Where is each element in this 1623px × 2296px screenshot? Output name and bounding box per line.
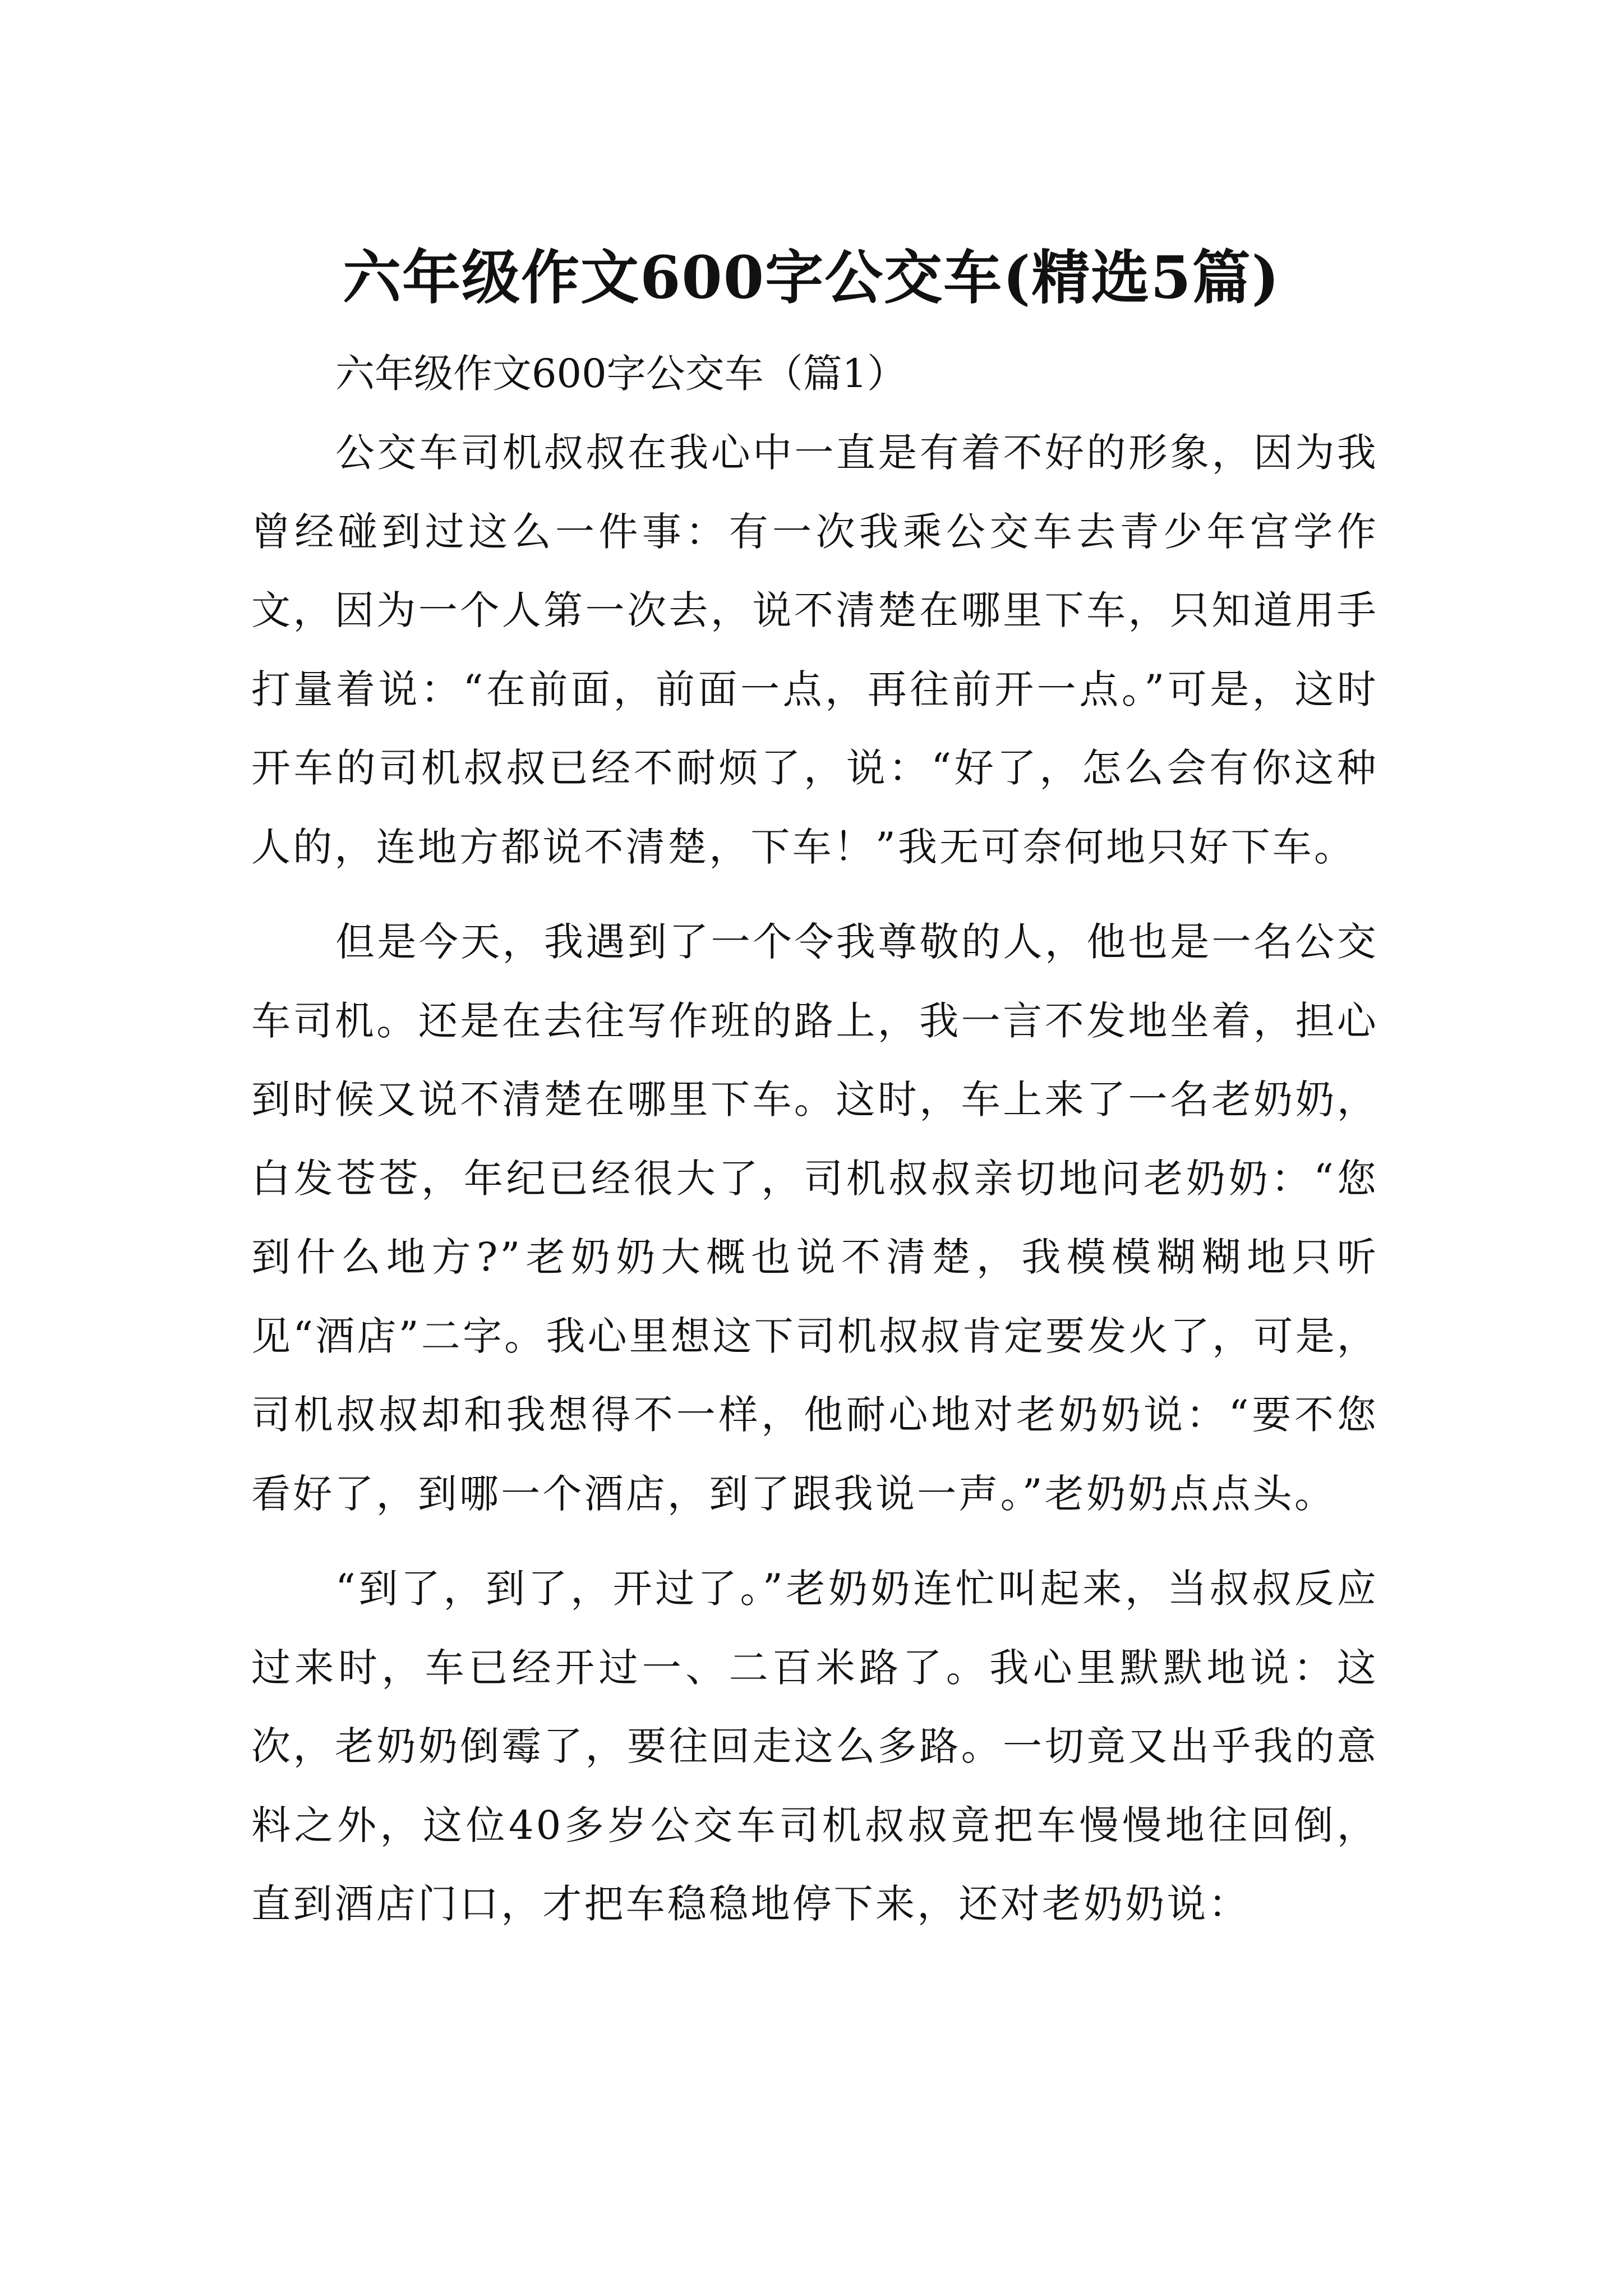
section-heading: 六年级作文600字公交车（篇1） <box>335 351 907 397</box>
paragraph: 公交车司机叔叔在我心中一直是有着不好的形象，因为我曾经碰到过这么一件事：有一次我乘公交车去青少年宫学作文，因为一个人第一次去，说不清楚在哪里下车，只知道用手打量着说：“在前面，前面一点，再往前开一点。”可是，这时开车的司机叔叔已经不耐烦了，说：“好了，怎么会有你这种人的，连地方都说不清楚，下车！”我无可奈何地只好下车。 <box>251 430 1378 870</box>
document-body <box>251 334 1378 1960</box>
paragraph: “到了，到了，开过了。”老奶奶连忙叫起来，当叔叔反应过来时，车已经开过一、二百米路了。我心里默默地说：这次，老奶奶倒霉了，要往回走这么多路。一切竟又出乎我的意料之外，这位40多岁公交车司机叔叔竟把车慢慢地往回倒，直到酒店门口，才把车稳稳地停下来，还对老奶奶说： <box>251 1566 1378 1927</box>
document-title: 六年级作文600字公交车(精选5篇) <box>343 242 1280 312</box>
paragraph: 但是今天，我遇到了一个令我尊敬的人，他也是一名公交车司机。还是在去往写作班的路上，我一言不发地坐着，担心到时候又说不清楚在哪里下车。这时，车上来了一名老奶奶，白发苍苍，年纪已经很大了，司机叔叔亲切地问老奶奶：“您到什么地方?”老奶奶大概也说不清楚，我模模糊糊地只听见“酒店”二字。我心里想这下司机叔叔肯定要发火了，可是，司机叔叔却和我想得不一样，他耐心地对老奶奶说：“要不您看好了，到哪一个酒店，到了跟我说一声。”老奶奶点点头。 <box>251 919 1378 1517</box>
